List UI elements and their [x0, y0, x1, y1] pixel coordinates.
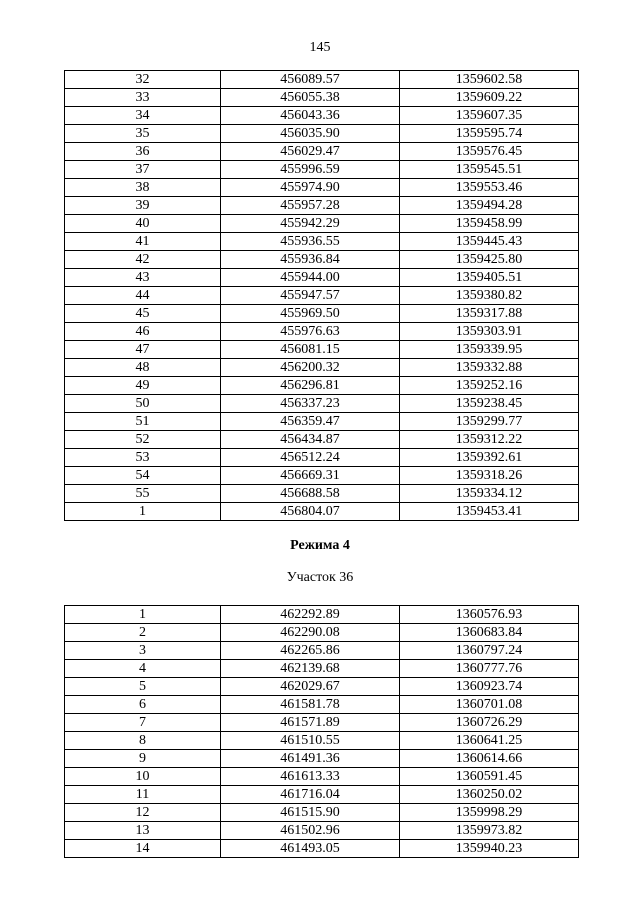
point-number-cell: 38: [65, 179, 221, 197]
x-coordinate-cell: 462290.08: [221, 624, 400, 642]
x-coordinate-cell: 456669.31: [221, 467, 400, 485]
table-row: [65, 431, 579, 449]
y-coordinate-cell: 1359973.82: [400, 822, 579, 840]
point-number-cell: 12: [65, 804, 221, 822]
table-row: [65, 804, 579, 822]
x-coordinate-cell: 456804.07: [221, 503, 400, 521]
x-coordinate-cell: 456200.32: [221, 359, 400, 377]
table-row: [65, 840, 579, 858]
table-row: [65, 161, 579, 179]
table-row: [65, 449, 579, 467]
y-coordinate-cell: 1359332.88: [400, 359, 579, 377]
table-row: [65, 467, 579, 485]
table-row: [65, 215, 579, 233]
section-subheading: Участок 36: [286, 570, 354, 585]
x-coordinate-cell: 456035.90: [221, 125, 400, 143]
point-number-cell: 1: [65, 606, 221, 624]
point-number-cell: 13: [65, 822, 221, 840]
table-row: [65, 485, 579, 503]
point-number-cell: 39: [65, 197, 221, 215]
point-number-cell: 36: [65, 143, 221, 161]
coordinates-table-2: [64, 605, 579, 858]
x-coordinate-cell: 461502.96: [221, 822, 400, 840]
y-coordinate-cell: 1359940.23: [400, 840, 579, 858]
table-row: [65, 678, 579, 696]
x-coordinate-cell: 462292.89: [221, 606, 400, 624]
point-number-cell: 9: [65, 750, 221, 768]
point-number-cell: 14: [65, 840, 221, 858]
y-coordinate-cell: 1359453.41: [400, 503, 579, 521]
table-row: [65, 143, 579, 161]
table-row: [65, 413, 579, 431]
point-number-cell: 11: [65, 786, 221, 804]
y-coordinate-cell: 1359318.26: [400, 467, 579, 485]
y-coordinate-cell: 1359238.45: [400, 395, 579, 413]
y-coordinate-cell: 1360591.45: [400, 768, 579, 786]
y-coordinate-cell: 1359595.74: [400, 125, 579, 143]
point-number-cell: 54: [65, 467, 221, 485]
x-coordinate-cell: 455969.50: [221, 305, 400, 323]
point-number-cell: 10: [65, 768, 221, 786]
table-row: [65, 642, 579, 660]
x-coordinate-cell: 461510.55: [221, 732, 400, 750]
table-row: [65, 125, 579, 143]
table-row: [65, 323, 579, 341]
x-coordinate-cell: 455974.90: [221, 179, 400, 197]
x-coordinate-cell: 461571.89: [221, 714, 400, 732]
y-coordinate-cell: 1359299.77: [400, 413, 579, 431]
x-coordinate-cell: 461515.90: [221, 804, 400, 822]
y-coordinate-cell: 1359312.22: [400, 431, 579, 449]
y-coordinate-cell: 1360777.76: [400, 660, 579, 678]
point-number-cell: 5: [65, 678, 221, 696]
y-coordinate-cell: 1359576.45: [400, 143, 579, 161]
x-coordinate-cell: 456055.38: [221, 89, 400, 107]
x-coordinate-cell: 456043.36: [221, 107, 400, 125]
y-coordinate-cell: 1359392.61: [400, 449, 579, 467]
y-coordinate-cell: 1359553.46: [400, 179, 579, 197]
y-coordinate-cell: 1360701.08: [400, 696, 579, 714]
point-number-cell: 41: [65, 233, 221, 251]
table-row: [65, 768, 579, 786]
table-row: [65, 359, 579, 377]
x-coordinate-cell: 456081.15: [221, 341, 400, 359]
table-row: [65, 395, 579, 413]
y-coordinate-cell: 1360923.74: [400, 678, 579, 696]
table-row: [65, 107, 579, 125]
y-coordinate-cell: 1360683.84: [400, 624, 579, 642]
y-coordinate-cell: 1359607.35: [400, 107, 579, 125]
point-number-cell: 34: [65, 107, 221, 125]
point-number-cell: 45: [65, 305, 221, 323]
table-row: [65, 822, 579, 840]
y-coordinate-cell: 1360576.93: [400, 606, 579, 624]
x-coordinate-cell: 456089.57: [221, 71, 400, 89]
table-row: [65, 503, 579, 521]
point-number-cell: 1: [65, 503, 221, 521]
y-coordinate-cell: 1360614.66: [400, 750, 579, 768]
y-coordinate-cell: 1359252.16: [400, 377, 579, 395]
x-coordinate-cell: 455936.55: [221, 233, 400, 251]
y-coordinate-cell: 1359303.91: [400, 323, 579, 341]
y-coordinate-cell: 1359405.51: [400, 269, 579, 287]
point-number-cell: 8: [65, 732, 221, 750]
x-coordinate-cell: 456029.47: [221, 143, 400, 161]
y-coordinate-cell: 1359998.29: [400, 804, 579, 822]
point-number-cell: 44: [65, 287, 221, 305]
x-coordinate-cell: 462029.67: [221, 678, 400, 696]
point-number-cell: 37: [65, 161, 221, 179]
point-number-cell: 42: [65, 251, 221, 269]
point-number-cell: 43: [65, 269, 221, 287]
table-body: [65, 71, 579, 521]
x-coordinate-cell: 461613.33: [221, 768, 400, 786]
y-coordinate-cell: 1359494.28: [400, 197, 579, 215]
x-coordinate-cell: 455942.29: [221, 215, 400, 233]
y-coordinate-cell: 1360726.29: [400, 714, 579, 732]
section-heading: Режима 4: [290, 538, 350, 553]
table-row: [65, 696, 579, 714]
y-coordinate-cell: 1359545.51: [400, 161, 579, 179]
point-number-cell: 46: [65, 323, 221, 341]
point-number-cell: 48: [65, 359, 221, 377]
point-number-cell: 35: [65, 125, 221, 143]
table-row: [65, 197, 579, 215]
table-row: [65, 377, 579, 395]
table-row: [65, 305, 579, 323]
table-row: [65, 750, 579, 768]
x-coordinate-cell: 456512.24: [221, 449, 400, 467]
x-coordinate-cell: 455976.63: [221, 323, 400, 341]
table-row: [65, 251, 579, 269]
y-coordinate-cell: 1360797.24: [400, 642, 579, 660]
x-coordinate-cell: 455996.59: [221, 161, 400, 179]
x-coordinate-cell: 456688.58: [221, 485, 400, 503]
x-coordinate-cell: 462139.68: [221, 660, 400, 678]
point-number-cell: 52: [65, 431, 221, 449]
point-number-cell: 7: [65, 714, 221, 732]
table-row: [65, 786, 579, 804]
point-number-cell: 33: [65, 89, 221, 107]
y-coordinate-cell: 1359317.88: [400, 305, 579, 323]
point-number-cell: 47: [65, 341, 221, 359]
table-row: [65, 624, 579, 642]
table-row: [65, 71, 579, 89]
table-body: [65, 606, 579, 858]
table-row: [65, 269, 579, 287]
table-row: [65, 89, 579, 107]
point-number-cell: 2: [65, 624, 221, 642]
point-number-cell: 32: [65, 71, 221, 89]
x-coordinate-cell: 456296.81: [221, 377, 400, 395]
point-number-cell: 50: [65, 395, 221, 413]
x-coordinate-cell: 456434.87: [221, 431, 400, 449]
y-coordinate-cell: 1359339.95: [400, 341, 579, 359]
y-coordinate-cell: 1360250.02: [400, 786, 579, 804]
y-coordinate-cell: 1359609.22: [400, 89, 579, 107]
coordinates-table-1: [64, 70, 579, 521]
x-coordinate-cell: 455957.28: [221, 197, 400, 215]
x-coordinate-cell: 455947.57: [221, 287, 400, 305]
x-coordinate-cell: 456337.23: [221, 395, 400, 413]
x-coordinate-cell: 461716.04: [221, 786, 400, 804]
point-number-cell: 4: [65, 660, 221, 678]
x-coordinate-cell: 461491.36: [221, 750, 400, 768]
table-row: [65, 341, 579, 359]
page-number: 145: [309, 40, 331, 55]
x-coordinate-cell: 456359.47: [221, 413, 400, 431]
point-number-cell: 53: [65, 449, 221, 467]
point-number-cell: 40: [65, 215, 221, 233]
x-coordinate-cell: 461581.78: [221, 696, 400, 714]
table-row: [65, 179, 579, 197]
y-coordinate-cell: 1359334.12: [400, 485, 579, 503]
table-row: [65, 732, 579, 750]
y-coordinate-cell: 1359602.58: [400, 71, 579, 89]
table-row: [65, 660, 579, 678]
x-coordinate-cell: 455944.00: [221, 269, 400, 287]
y-coordinate-cell: 1359445.43: [400, 233, 579, 251]
y-coordinate-cell: 1359425.80: [400, 251, 579, 269]
table-row: [65, 714, 579, 732]
point-number-cell: 3: [65, 642, 221, 660]
point-number-cell: 55: [65, 485, 221, 503]
point-number-cell: 49: [65, 377, 221, 395]
y-coordinate-cell: 1359380.82: [400, 287, 579, 305]
table-row: [65, 233, 579, 251]
y-coordinate-cell: 1359458.99: [400, 215, 579, 233]
table-row: [65, 287, 579, 305]
x-coordinate-cell: 461493.05: [221, 840, 400, 858]
point-number-cell: 6: [65, 696, 221, 714]
table-row: [65, 606, 579, 624]
x-coordinate-cell: 462265.86: [221, 642, 400, 660]
point-number-cell: 51: [65, 413, 221, 431]
y-coordinate-cell: 1360641.25: [400, 732, 579, 750]
x-coordinate-cell: 455936.84: [221, 251, 400, 269]
